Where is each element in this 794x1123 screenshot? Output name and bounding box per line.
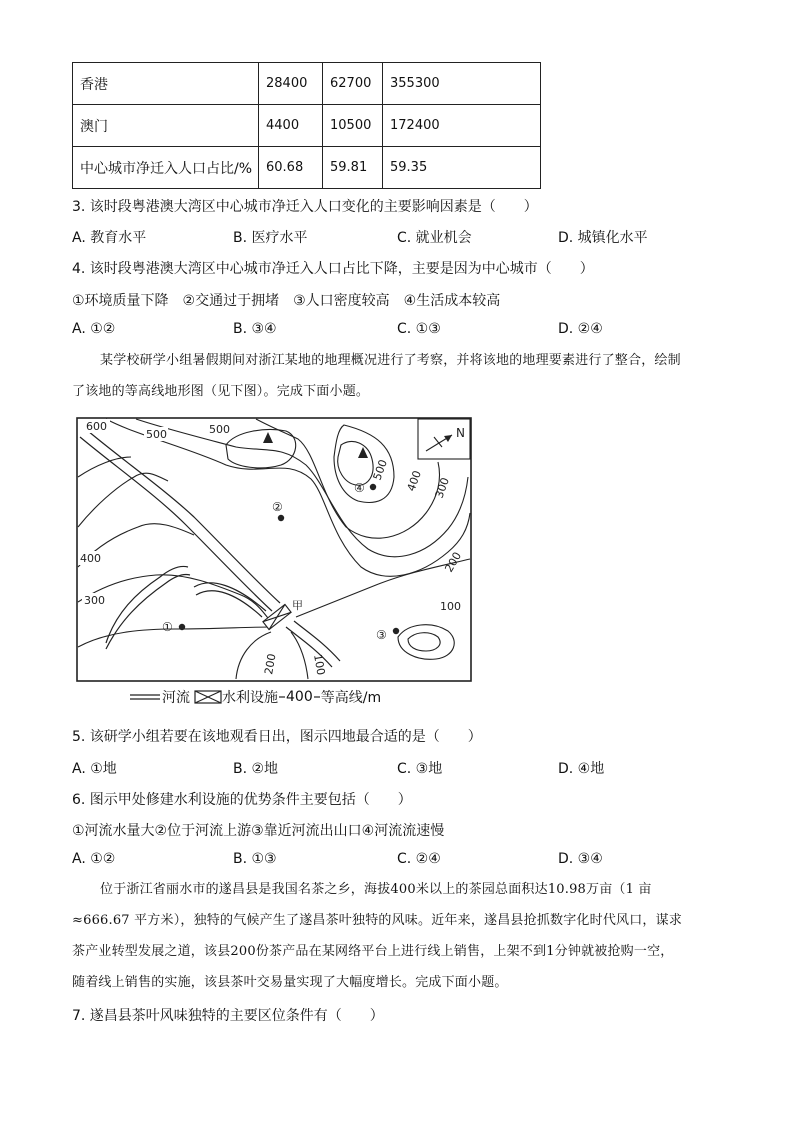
table-cell: 28400 [259,63,323,105]
question-5-stem: 5. 该研学小组若要在该地观看日出，图示四地最合适的是（ ） [72,729,482,745]
contour-label: 400 [404,468,425,494]
question-6-stem: 6. 图示甲处修建水利设施的优势条件主要包括（ ） [72,792,412,808]
table-cell: 59.35 [383,147,541,189]
contour-lines [78,419,470,679]
contour-label: 400 [80,552,101,565]
question-6-items: ①河流水量大②位于河流上游③靠近河流出山口④河流流速慢 [72,823,445,839]
q6-option-c: C. ②④ [397,851,441,867]
dam-legend-icon [194,690,222,704]
table-cell: 澳门 [73,105,259,147]
table-row [73,147,541,189]
passage-2 [72,874,722,998]
question-4-items: ①环境质量下降 ②交通过于拥堵 ③人口密度较高 ④生活成本较高 [72,293,501,309]
contour-label: 500 [370,457,391,483]
passage-1-line: 某学校研学小组暑假期间对浙江某地的地理概况进行了考察，并将该地的地理要素进行了整合，绘制 [100,353,681,368]
point-3 [393,628,399,634]
legend-river-label: 河流 [162,690,190,706]
contour-label: 500 [209,423,230,436]
q4-option-b: B. ③④ [233,321,277,337]
q5-option-c: C. ③地 [397,761,443,777]
table-row [73,105,541,147]
map-legend [128,687,381,707]
passage-2-line: 随着线上销售的实施，该县茶叶交易量实现了大幅度增长。完成下面小题。 [72,975,508,990]
point-label: ④ [354,481,365,495]
q5-option-d: D. ④地 [558,761,605,777]
north-label: N [456,426,465,440]
point-2 [278,515,284,521]
q3-option-b: B. 医疗水平 [233,230,308,246]
table-cell: 62700 [323,63,383,105]
table-cell: 355300 [383,63,541,105]
legend-contour-label: 等高线/m [320,690,382,706]
passage-2-line: 位于浙江省丽水市的遂昌县是我国名茶之乡，海拔400米以上的茶园总面积达10.98万亩（1 亩 [100,882,652,897]
question-7-stem: 7. 遂昌县茶叶风味独特的主要区位条件有（ ） [72,1008,384,1024]
contour-label: 100 [311,653,328,677]
question-3-stem: 3. 该时段粤港澳大湾区中心城市净迁入人口变化的主要影响因素是（ ） [72,199,538,215]
contour-label: 300 [84,594,105,607]
river-legend-icon [128,692,162,702]
point-label: ② [272,500,283,514]
contour-label: 200 [262,652,279,676]
table-cell: 香港 [73,63,259,105]
peak-icon [263,432,273,443]
q5-option-a: A. ①地 [72,761,117,777]
table-cell: 59.81 [323,147,383,189]
contour-label: 300 [432,475,453,501]
point-1 [179,624,185,630]
table-row [73,63,541,105]
passage-1-line: 了该地的等高线地形图（见下图）。完成下面小题。 [72,384,370,399]
contour-label: 600 [86,420,107,433]
table-cell: 中心城市净迁入人口占比/% [73,147,259,189]
table-cell: 4400 [259,105,323,147]
table-cell: 172400 [383,105,541,147]
point-4 [370,484,376,490]
contour-label: 500 [146,428,167,441]
q6-option-b: B. ①③ [233,851,277,867]
contour-legend-icon [313,692,321,702]
table-cell: 60.68 [259,147,323,189]
contour-legend-icon [278,692,286,702]
river [80,431,340,667]
contour-map [76,417,472,683]
population-table [72,62,541,189]
q3-option-a: A. 教育水平 [72,230,147,246]
dam-label: 甲 [292,599,303,612]
map-frame [77,418,471,681]
north-arrow-icon [418,419,470,459]
q6-option-d: D. ③④ [558,851,603,867]
legend-dam-label: 水利设施 [222,690,278,706]
table-cell: 10500 [323,105,383,147]
q3-option-d: D. 城镇化水平 [558,230,648,246]
point-label: ① [162,620,173,634]
point-label: ③ [376,628,387,642]
passage-2-line: 茶产业转型发展之道，该县200份茶产品在某网络平台上进行线上销售，上架不到1分钟就被抢购一空， [72,944,674,959]
question-4-stem: 4. 该时段粤港澳大湾区中心城市净迁入人口占比下降，主要是因为中心城市（ ） [72,261,594,277]
q4-option-a: A. ①② [72,321,116,337]
contour-label: 200 [442,549,465,575]
q4-option-d: D. ②④ [558,321,603,337]
legend-contour-value: 400 [286,689,313,705]
q3-option-c: C. 就业机会 [397,230,472,246]
q5-option-b: B. ②地 [233,761,279,777]
q4-option-c: C. ①③ [397,321,441,337]
contour-label: 100 [440,600,461,613]
passage-1 [72,345,722,407]
passage-2-line: ≈666.67 平方米），独特的气候产生了遂昌茶叶独特的风味。近年来，遂昌县抢抓数字化时代风口，谋求 [72,913,683,928]
q6-option-a: A. ①② [72,851,116,867]
